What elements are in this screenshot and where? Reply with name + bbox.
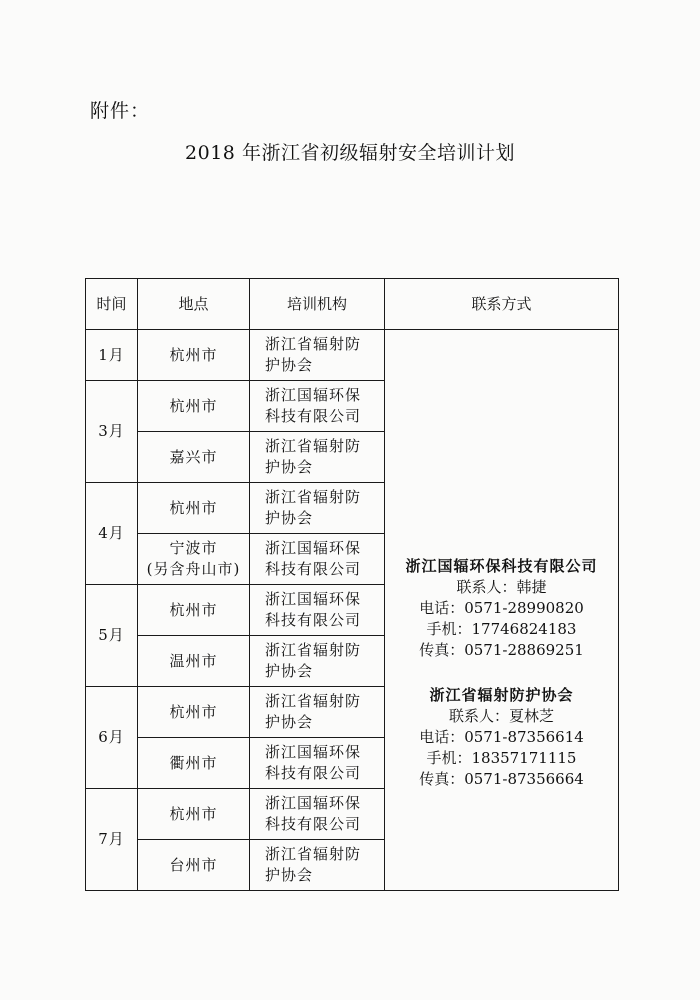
organization-text: 浙江国辐环保科技有限公司 <box>265 590 362 629</box>
organization-text: 浙江省辐射防护协会 <box>265 335 362 374</box>
organization-text: 浙江省辐射防护协会 <box>265 845 362 884</box>
month-cell: 3月 <box>86 381 138 483</box>
location-cell: 衢州市 <box>138 738 250 789</box>
month-cell: 6月 <box>86 687 138 789</box>
organization-text: 浙江国辐环保科技有限公司 <box>265 539 362 578</box>
header-location: 地点 <box>138 279 250 330</box>
location-cell: 杭州市 <box>138 483 250 534</box>
organization-text: 浙江省辐射防护协会 <box>265 437 362 476</box>
location-cell: 台州市 <box>138 840 250 891</box>
contact-org-name: 浙江国辐环保科技有限公司 <box>405 557 598 575</box>
location-cell <box>138 534 250 585</box>
location-name: 宁波市 <box>169 539 218 557</box>
contact-phone: 电话：0571-87356614 <box>419 728 584 746</box>
training-plan-table <box>85 278 619 891</box>
organization-cell <box>250 636 385 687</box>
document-title: 2018 年浙江省初级辐射安全培训计划 <box>185 142 515 164</box>
organization-cell <box>250 432 385 483</box>
organization-text: 浙江省辐射防护协会 <box>265 641 362 680</box>
table-row <box>86 330 619 381</box>
month-cell: 4月 <box>86 483 138 585</box>
organization-cell <box>250 330 385 381</box>
location-cell: 杭州市 <box>138 330 250 381</box>
contact-person: 联系人：夏林芝 <box>448 707 554 725</box>
location-cell: 杭州市 <box>138 687 250 738</box>
table-header-row <box>86 279 619 330</box>
organization-cell <box>250 585 385 636</box>
contact-fax: 传真：0571-87356664 <box>419 770 584 788</box>
contact-person: 联系人：韩捷 <box>456 578 547 596</box>
location-cell: 温州市 <box>138 636 250 687</box>
organization-cell <box>250 687 385 738</box>
organization-cell <box>250 840 385 891</box>
contact-phone: 电话：0571-28990820 <box>419 599 584 617</box>
organization-cell <box>250 738 385 789</box>
organization-text: 浙江省辐射防护协会 <box>265 692 362 731</box>
header-contact: 联系方式 <box>385 279 619 330</box>
month-cell: 5月 <box>86 585 138 687</box>
contact-block-association <box>385 685 618 790</box>
location-cell: 杭州市 <box>138 585 250 636</box>
month-cell: 7月 <box>86 789 138 891</box>
organization-text: 浙江国辐环保科技有限公司 <box>265 743 362 782</box>
organization-cell <box>250 483 385 534</box>
location-cell: 嘉兴市 <box>138 432 250 483</box>
header-time: 时间 <box>86 279 138 330</box>
contact-org-name: 浙江省辐射防护协会 <box>429 686 574 704</box>
organization-text: 浙江国辐环保科技有限公司 <box>265 794 362 833</box>
contact-mobile: 手机：18357171115 <box>426 749 577 767</box>
organization-cell <box>250 534 385 585</box>
organization-cell <box>250 789 385 840</box>
organization-text: 浙江省辐射防护协会 <box>265 488 362 527</box>
contact-mobile: 手机：17746824183 <box>426 620 577 638</box>
location-cell: 杭州市 <box>138 381 250 432</box>
organization-text: 浙江国辐环保科技有限公司 <box>265 386 362 425</box>
contact-fax: 传真：0571-28869251 <box>419 641 584 659</box>
organization-cell <box>250 381 385 432</box>
location-cell: 杭州市 <box>138 789 250 840</box>
header-organization: 培训机构 <box>250 279 385 330</box>
contact-block-guofu <box>385 556 618 661</box>
attachment-label: 附件： <box>90 100 151 122</box>
location-note: (另含舟山市) <box>146 560 241 578</box>
contact-cell <box>385 330 619 891</box>
month-cell: 1月 <box>86 330 138 381</box>
